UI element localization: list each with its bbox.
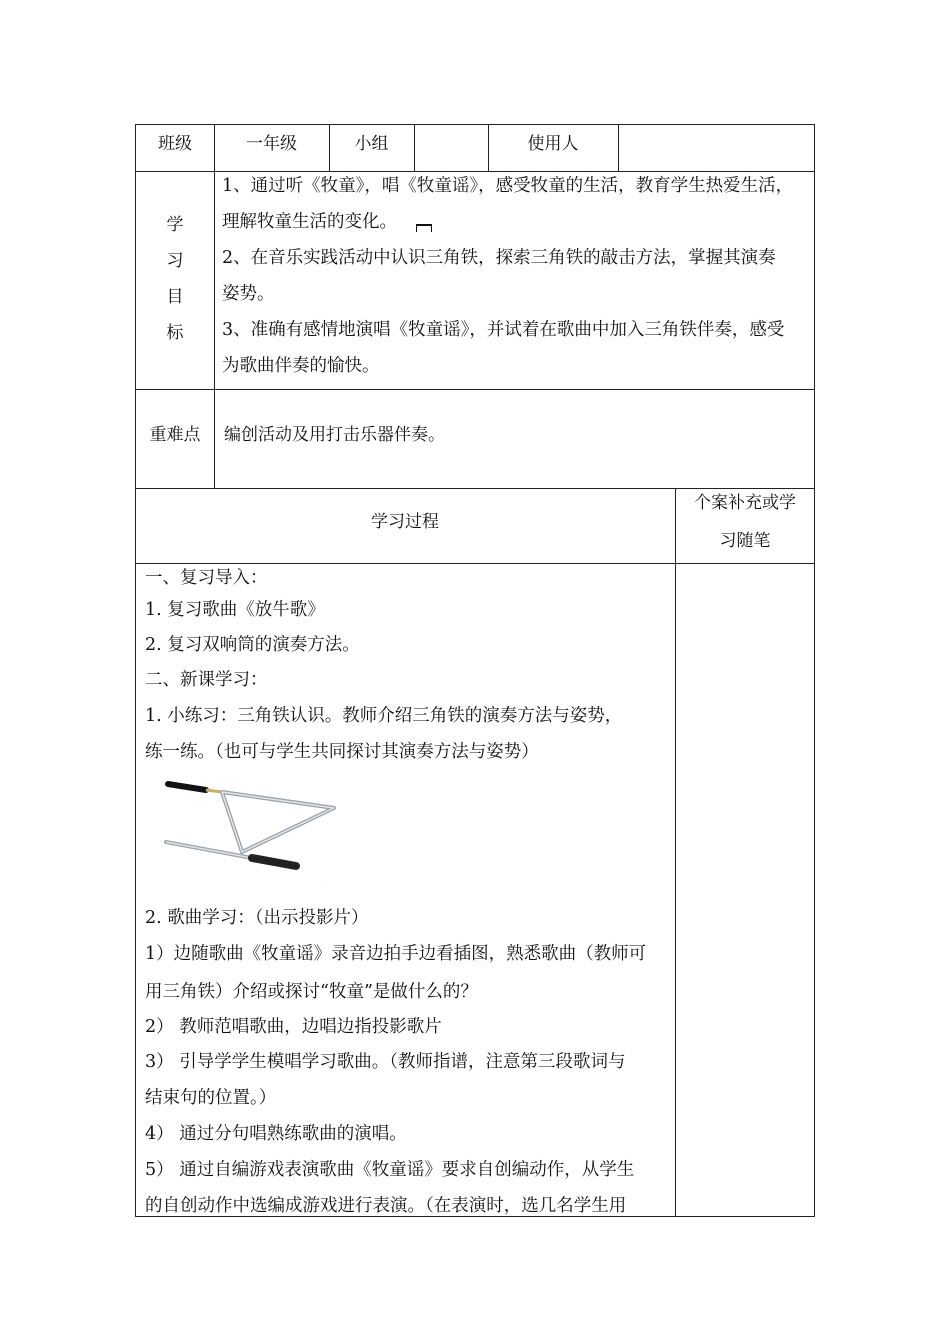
- process-line: 练一练。（也可与学生共同探讨其演奏方法与姿势）: [145, 742, 539, 762]
- notes-header-line1: 个案补充或学: [694, 493, 796, 513]
- process-line: 2） 教师范唱歌曲，边唱边指投影歌片: [145, 1017, 442, 1037]
- col-divider: [414, 124, 415, 172]
- process-line: 1）边随歌曲《牧童谣》录音边拍手边看插图，熟悉歌曲（教师可: [145, 944, 647, 964]
- goal-line: 为歌曲伴奏的愉快。: [222, 356, 380, 376]
- triangle-instrument-icon: [144, 768, 366, 886]
- process-line: 1. 复习歌曲《放牛歌》: [145, 600, 325, 620]
- goals-label-char: 标: [166, 323, 184, 343]
- triangle-instrument-image: [144, 768, 366, 886]
- process-line: 1. 小练习：三角铁认识。教师介绍三角铁的演奏方法与姿势，: [145, 706, 623, 726]
- notes-header-line2: 习随笔: [719, 531, 771, 551]
- key-points-label: 重难点: [149, 425, 201, 445]
- process-line: 2. 歌曲学习：（出示投影片）: [145, 908, 369, 928]
- process-line: 的自创动作中选编成游戏进行表演。（在表演时，选几名学生用: [145, 1196, 627, 1216]
- user-label: 使用人: [527, 134, 579, 154]
- group-label: 小组: [354, 134, 389, 154]
- process-line: 二、新课学习：: [145, 670, 268, 690]
- process-line: 用三角铁）介绍或探讨“牧童”是做什么的？: [145, 982, 478, 1002]
- goal-line: 3、准确有感情地演唱《牧童谣》，并试着在歌曲中加入三角铁伴奏，感受: [222, 320, 785, 340]
- process-line: 2. 复习双响筒的演奏方法。: [145, 635, 360, 655]
- process-line: 3） 引导学学生模唱学习歌曲。（教师指谱，注意第三段歌词与: [145, 1052, 626, 1072]
- insertion-mark: [416, 224, 432, 232]
- class-label: 班级: [158, 134, 192, 154]
- goals-label-char: 学: [166, 215, 184, 235]
- process-line: 5） 通过自编游戏表演歌曲《牧童谣》要求自创编动作，从学生: [145, 1160, 635, 1180]
- process-line: 一、复习导入：: [145, 568, 268, 588]
- goal-line: 1、通过听《牧童》，唱《牧童谣》，感受牧童的生活，教育学生热爱生活，: [222, 176, 794, 196]
- goal-line: 2、在音乐实践活动中认识三角铁，探索三角铁的敲击方法，掌握其演奏: [222, 248, 776, 268]
- goal-line: 理解牧童生活的变化。: [222, 212, 397, 232]
- process-line: 结束句的位置。）: [145, 1088, 277, 1108]
- class-value: 一年级: [246, 134, 297, 154]
- process-line: 4） 通过分句唱熟练歌曲的演唱。: [145, 1124, 407, 1144]
- svg-text:.: .: [324, 878, 326, 884]
- row-divider: [135, 488, 815, 489]
- col-divider: [675, 488, 676, 1217]
- col-divider: [618, 124, 619, 172]
- key-points-text: 编创活动及用打击乐器伴奏。: [224, 425, 445, 445]
- row-divider: [135, 389, 815, 390]
- goal-line: 姿势。: [222, 284, 275, 304]
- goals-label-char: 目: [166, 287, 184, 307]
- goals-label-char: 习: [166, 251, 184, 271]
- process-title: 学习过程: [371, 512, 439, 532]
